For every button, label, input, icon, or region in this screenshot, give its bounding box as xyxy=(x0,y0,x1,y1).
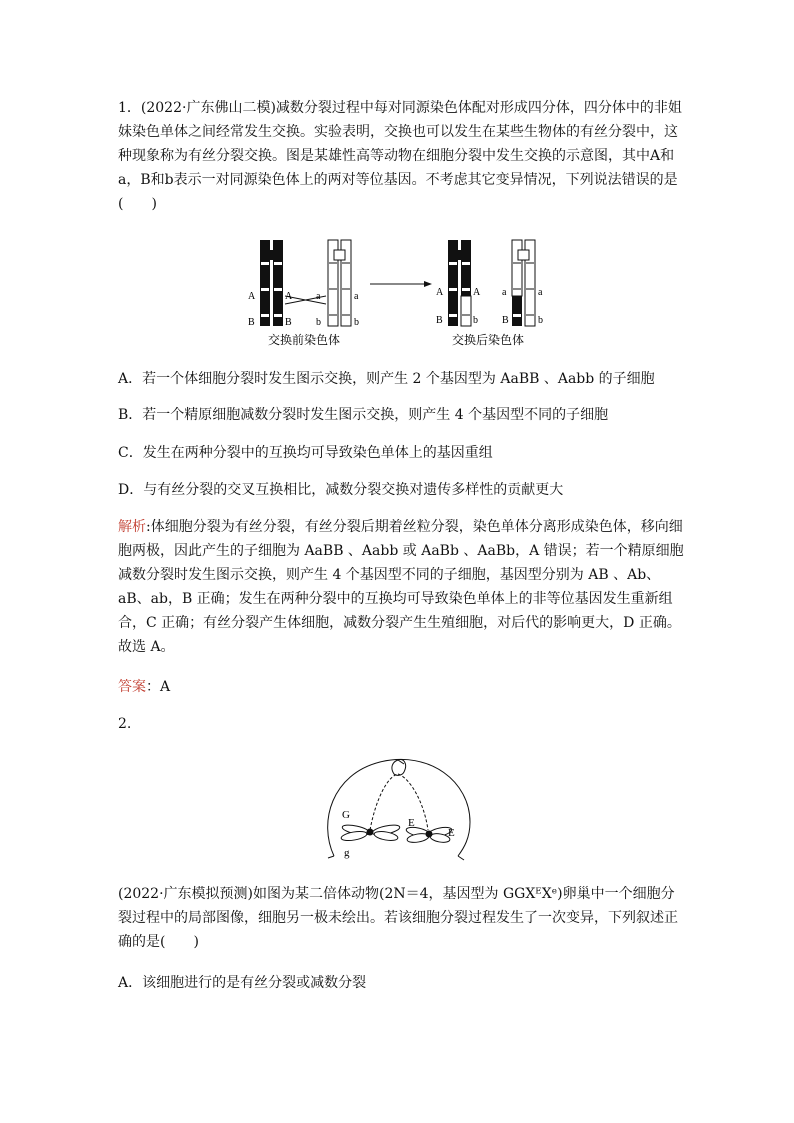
question-1-option-b[interactable]: B．若一个精原细胞减数分裂时发生图示交换，则产生 4 个基因型不同的子细胞 xyxy=(118,407,609,423)
gene-label: a xyxy=(316,291,321,302)
gene-label: A xyxy=(436,287,444,298)
white-chromosome-after xyxy=(512,240,535,326)
question-2-number: 2. xyxy=(118,716,132,732)
question-1-option-d[interactable]: D．与有丝分裂的交叉互换相比，减数分裂交换对遗传多样性的贡献更大 xyxy=(118,482,564,498)
question-2-stem: (2022·广东模拟预测)如图为某二倍体动物(2N＝4，基因型为 GGXᴱXᵉ)卵巢中一个细胞分裂过程中的局部图像，细胞另一极未绘出。若该细胞分裂过程发生了一次变异，下列叙述正确的是( ) xyxy=(118,886,678,950)
black-chromosome-after xyxy=(448,240,471,326)
gene-label: B xyxy=(502,315,509,326)
question-1-option-a[interactable]: A．若一个体细胞分裂时发生图示交换，则产生 2 个基因型为 AaBB 、Aabb 的子细胞 xyxy=(118,371,655,387)
question-2-option-a[interactable]: A．该细胞进行的是有丝分裂或减数分裂 xyxy=(118,975,367,991)
chromosome-exchange-figure xyxy=(240,236,560,352)
chromosome-left xyxy=(341,823,401,842)
answer-text: ：A xyxy=(146,679,171,695)
white-chromosome-before xyxy=(328,240,351,326)
gene-label: b xyxy=(473,315,478,326)
gene-label: B xyxy=(436,315,443,326)
gene-label: a xyxy=(538,287,543,298)
question-1-option-c[interactable]: C．发生在两种分裂中的互换均可导致染色单体上的基因重组 xyxy=(118,445,493,461)
gene-label: A xyxy=(473,287,481,298)
gene-label-G: G xyxy=(342,809,350,821)
arrow-right-icon xyxy=(370,281,432,287)
gene-label: a xyxy=(354,291,359,302)
gene-label-g: g xyxy=(344,847,350,859)
analysis-text: :体细胞分裂为有丝分裂，有丝分裂后期着丝粒分裂，染色单体分离形成染色体，移向细胞两极，因此产生的子细胞为 AaBB 、Aabb 或 AaBb 、AaBb，A 错误；若一个精原细胞减数分裂时发生图示交换，则产生 4 个基因型不同的子细胞，基因型分别为 AB 、Ab、aB、ab，B 正确；发生在两种分裂中的互换均可导致染色单体上的非等位基因发生重新组合，C 正确；有丝分裂产生体细胞，减数分裂产生生殖细胞，对后代的影响更大，D 正确。故选 A。 xyxy=(118,519,684,655)
gene-label: a xyxy=(502,287,507,298)
answer-label: 答案 xyxy=(118,679,146,695)
analysis-label: 解析 xyxy=(118,519,146,535)
gene-label: A xyxy=(248,291,256,302)
caption-after: 交换后染色体 xyxy=(452,333,525,347)
question-1-answer xyxy=(118,676,170,698)
cell-division-figure xyxy=(318,752,478,862)
gene-label: B xyxy=(248,317,255,328)
gene-label: A xyxy=(285,291,293,302)
gene-label: B xyxy=(285,317,292,328)
gene-label-E: E xyxy=(448,827,455,839)
caption-before: 交换前染色体 xyxy=(268,333,341,347)
gene-label: b xyxy=(354,317,359,328)
gene-label: b xyxy=(538,315,543,326)
black-chromosome-before xyxy=(260,240,283,326)
gene-label-E: E xyxy=(408,817,415,829)
gene-label: b xyxy=(316,317,321,328)
question-1-stem: 1．(2022·广东佛山二模)减数分裂过程中每对同源染色体配对形成四分体，四分体中的非姐妹染色单体之间经常发生交换。实验表明，交换也可以发生在某些生物体的有丝分裂中，这种现象称为有丝分裂交换。图是某雄性高等动物在细胞分裂中发生交换的示意图，其中A和a，B和b表示一对同源染色体上的两对等位基因。不考虑其它变异情况，下列说法错误的是( ) xyxy=(118,100,682,212)
question-1-analysis xyxy=(118,515,684,659)
